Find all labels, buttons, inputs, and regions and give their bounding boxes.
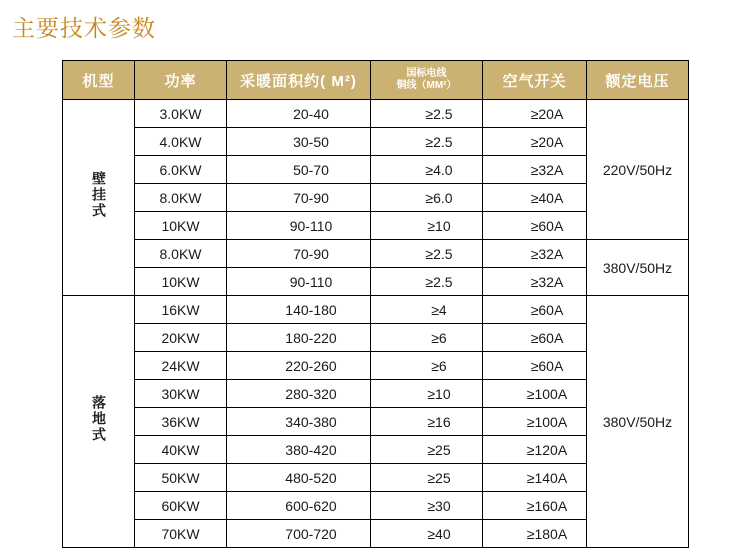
cell-voltage: 380V/50Hz	[587, 296, 689, 548]
cell-area: 90-110	[227, 212, 371, 240]
table-row	[63, 240, 689, 268]
cell-wire: ≥2.5	[371, 268, 483, 296]
cell-power: 24KW	[135, 352, 227, 380]
cell-power: 50KW	[135, 464, 227, 492]
cell-area: 600-620	[227, 492, 371, 520]
col-header-type: 机型	[63, 61, 135, 100]
cell-wire: ≥10	[371, 380, 483, 408]
cell-breaker: ≥32A	[483, 156, 587, 184]
cell-wire: ≥4	[371, 296, 483, 324]
cell-breaker: ≥32A	[483, 268, 587, 296]
col-header-breaker: 空气开关	[483, 61, 587, 100]
cell-power: 4.0KW	[135, 128, 227, 156]
cell-breaker: ≥20A	[483, 100, 587, 128]
spec-table	[62, 60, 689, 548]
cell-power: 10KW	[135, 268, 227, 296]
table-row	[63, 100, 689, 128]
cell-power: 36KW	[135, 408, 227, 436]
cell-breaker: ≥100A	[483, 380, 587, 408]
cell-wire: ≥25	[371, 464, 483, 492]
cell-area: 90-110	[227, 268, 371, 296]
cell-area: 280-320	[227, 380, 371, 408]
spec-table-wrapper	[62, 60, 688, 548]
cell-wire: ≥6.0	[371, 184, 483, 212]
cell-breaker: ≥100A	[483, 408, 587, 436]
cell-area: 380-420	[227, 436, 371, 464]
cell-breaker: ≥40A	[483, 184, 587, 212]
cell-breaker: ≥180A	[483, 520, 587, 548]
cell-area: 20-40	[227, 100, 371, 128]
cell-breaker: ≥60A	[483, 212, 587, 240]
cell-area: 480-520	[227, 464, 371, 492]
table-body	[63, 100, 689, 548]
cell-area: 180-220	[227, 324, 371, 352]
table-head	[63, 61, 689, 100]
cell-wire: ≥6	[371, 352, 483, 380]
cell-breaker: ≥20A	[483, 128, 587, 156]
table-row	[63, 296, 689, 324]
cell-power: 70KW	[135, 520, 227, 548]
cell-area: 70-90	[227, 240, 371, 268]
cell-wire: ≥2.5	[371, 128, 483, 156]
cell-power: 60KW	[135, 492, 227, 520]
type-cell-floor: 落地式	[63, 296, 135, 548]
cell-wire: ≥40	[371, 520, 483, 548]
cell-breaker: ≥60A	[483, 324, 587, 352]
col-header-wire-line2: 铜线（MM²）	[396, 80, 457, 91]
cell-wire: ≥2.5	[371, 240, 483, 268]
cell-power: 8.0KW	[135, 184, 227, 212]
page-title: 主要技术参数	[12, 15, 156, 41]
cell-wire: ≥4.0	[371, 156, 483, 184]
cell-area: 70-90	[227, 184, 371, 212]
cell-power: 3.0KW	[135, 100, 227, 128]
cell-wire: ≥6	[371, 324, 483, 352]
cell-area: 50-70	[227, 156, 371, 184]
cell-breaker: ≥60A	[483, 352, 587, 380]
cell-breaker: ≥160A	[483, 492, 587, 520]
col-header-power: 功率	[135, 61, 227, 100]
cell-breaker: ≥140A	[483, 464, 587, 492]
cell-voltage: 380V/50Hz	[587, 240, 689, 296]
cell-voltage: 220V/50Hz	[587, 100, 689, 240]
table-header-row	[63, 61, 689, 100]
cell-power: 16KW	[135, 296, 227, 324]
cell-area: 140-180	[227, 296, 371, 324]
cell-wire: ≥30	[371, 492, 483, 520]
cell-area: 220-260	[227, 352, 371, 380]
cell-power: 20KW	[135, 324, 227, 352]
cell-power: 6.0KW	[135, 156, 227, 184]
col-header-wire	[371, 61, 483, 100]
cell-breaker: ≥120A	[483, 436, 587, 464]
col-header-voltage: 额定电压	[587, 61, 689, 100]
cell-area: 340-380	[227, 408, 371, 436]
cell-power: 8.0KW	[135, 240, 227, 268]
cell-wire: ≥2.5	[371, 100, 483, 128]
cell-power: 40KW	[135, 436, 227, 464]
cell-wire: ≥16	[371, 408, 483, 436]
cell-area: 30-50	[227, 128, 371, 156]
col-header-wire-line1: 国标电线	[406, 67, 447, 79]
cell-wire: ≥10	[371, 212, 483, 240]
cell-breaker: ≥32A	[483, 240, 587, 268]
type-cell-wall: 壁挂式	[63, 100, 135, 296]
cell-wire: ≥25	[371, 436, 483, 464]
cell-area: 700-720	[227, 520, 371, 548]
cell-breaker: ≥60A	[483, 296, 587, 324]
cell-power: 10KW	[135, 212, 227, 240]
cell-power: 30KW	[135, 380, 227, 408]
col-header-area: 采暖面积约( M²)	[227, 61, 371, 100]
